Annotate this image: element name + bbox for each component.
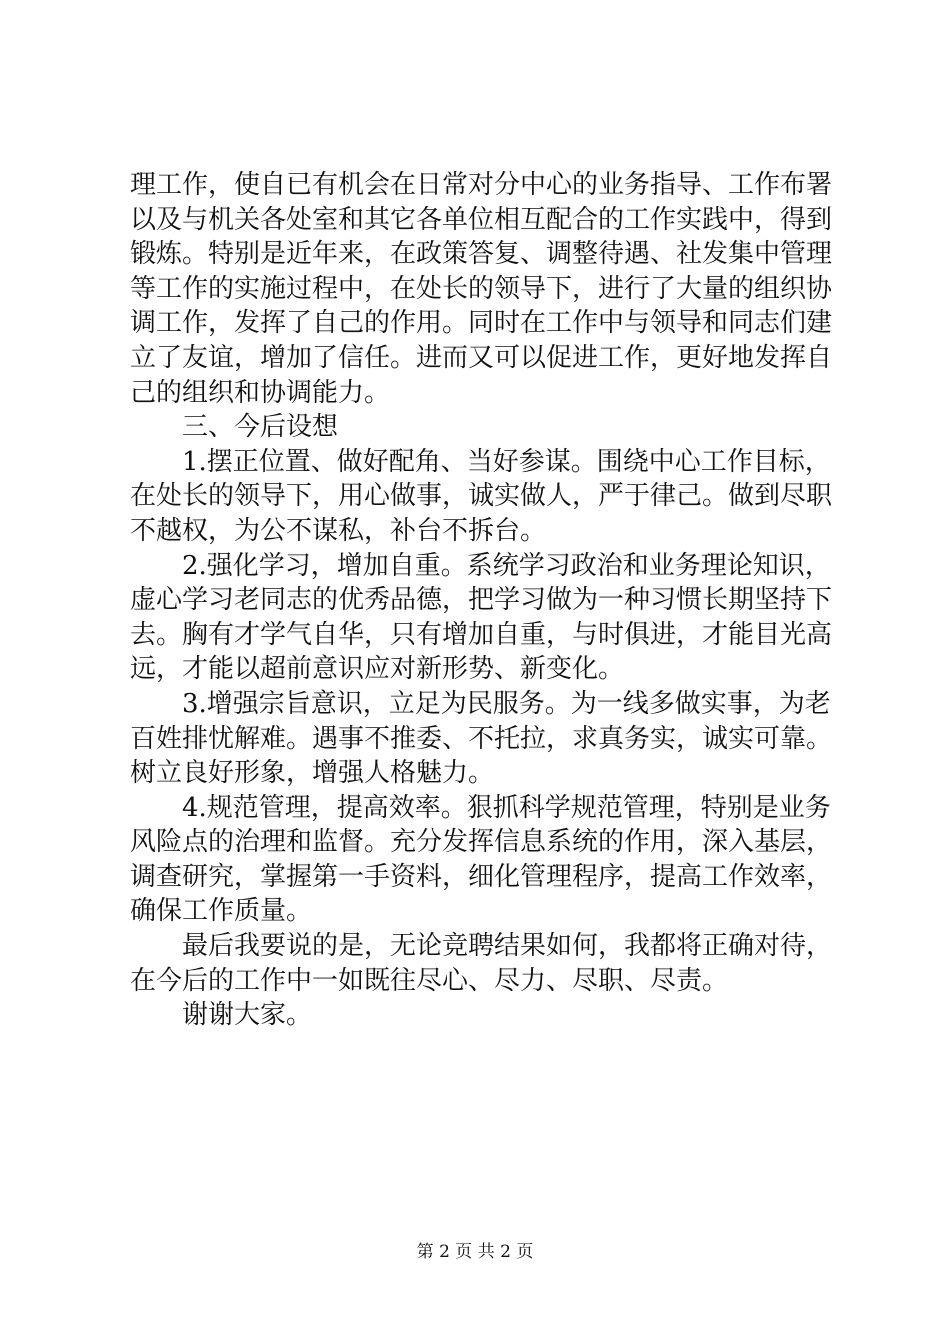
text-line: 调查研究，掌握第一手资料，细化管理程序，提高工作效率， (130, 861, 833, 892)
text-line: 树立良好形象，增强人格魅力。 (130, 758, 495, 789)
text-line: 虚心学习老同志的优秀品德，把学习做为一种习惯长期坚持下 (130, 585, 833, 616)
text-line: 百姓排忧解难。遇事不推委、不托拉，求真务实，诚实可靠。 (130, 723, 833, 754)
text-line: 己的组织和协调能力。 (130, 377, 391, 408)
text-line: 3.增强宗旨意识，立足为民服务。为一线多做实事，为老 (182, 688, 831, 719)
text-line: 立了友谊，增加了信任。进而又可以促进工作，更好地发挥自 (130, 342, 833, 373)
document-body (130, 168, 833, 1033)
text-line: 2.强化学习，增加自重。系统学习政治和业务理论知识， (182, 550, 831, 581)
text-line: 以及与机关各处室和其它各单位相互配合的工作实践中，得到 (130, 204, 833, 235)
text-line: 远，才能以超前意识应对新形势、新变化。 (130, 654, 625, 685)
text-line: 锻炼。特别是近年来，在政策答复、调整待遇、社发集中管理 (130, 239, 833, 270)
text-line: 不越权，为公不谋私，补台不拆台。 (130, 515, 547, 546)
text-line: 三、今后设想 (182, 412, 339, 443)
text-line: 调工作，发挥了自己的作用。同时在工作中与领导和同志们建 (130, 308, 833, 339)
text-line: 在今后的工作中一如既往尽心、尽力、尽职、尽责。 (130, 965, 729, 996)
text-line: 去。胸有才学气自华，只有增加自重，与时俱进，才能目光高 (130, 619, 833, 650)
text-line: 理工作，使自已有机会在日常对分中心的业务指导、工作布署 (130, 170, 833, 200)
text-line: 谢谢大家。 (182, 1000, 313, 1031)
page-footer: 第 2 页 共 2 页 (416, 1242, 534, 1262)
text-line: 等工作的实施过程中，在处长的领导下，进行了大量的组织协 (130, 273, 833, 304)
text-line: 确保工作质量。 (130, 896, 313, 927)
text-line: 风险点的治理和监督。充分发挥信息系统的作用，深入基层， (130, 827, 833, 858)
text-line: 4.规范管理，提高效率。狠抓科学规范管理，特别是业务 (182, 792, 831, 823)
text-line: 最后我要说的是，无论竞聘结果如何，我都将正确对待， (182, 931, 833, 962)
text-line: 在处长的领导下，用心做事，诚实做人，严于律己。做到尽职 (130, 481, 833, 512)
text-line: 1.摆正位置、做好配角、当好参谋。围绕中心工作目标， (182, 446, 831, 477)
